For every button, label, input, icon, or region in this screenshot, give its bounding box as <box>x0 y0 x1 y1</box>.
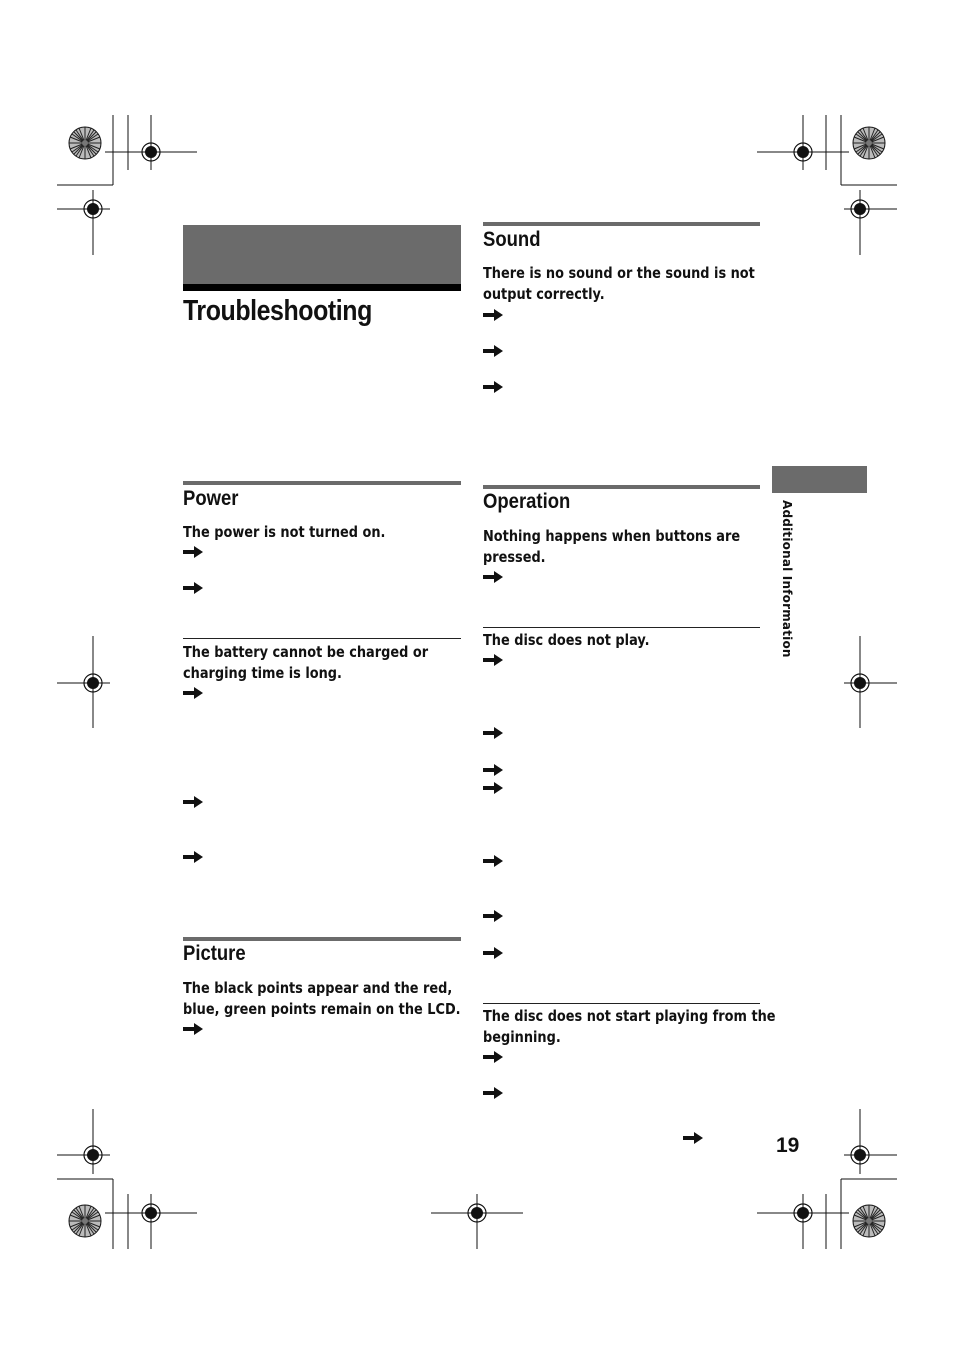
sound-q1-line2: output correctly. <box>483 285 605 303</box>
operation-q3-line2: beginning. <box>483 1028 561 1046</box>
page-title: Troubleshooting <box>183 295 372 327</box>
picture-q1-line1: The black points appear and the red, <box>183 979 453 997</box>
power-heading: Power <box>183 487 239 510</box>
operation-q2: The disc does not play. <box>483 631 650 649</box>
operation-q1-line1: Nothing happens when buttons are <box>483 527 741 545</box>
power-q2-line1: The battery cannot be charged or <box>183 643 429 661</box>
sound-heading: Sound <box>483 228 541 251</box>
picture-q1-line2: blue, green points remain on the LCD. <box>183 1000 461 1018</box>
picture-heading: Picture <box>183 942 246 965</box>
sound-q1-line1: There is no sound or the sound is not <box>483 264 755 282</box>
power-q1: The power is not turned on. <box>183 523 386 541</box>
operation-q1-line2: pressed. <box>483 548 546 566</box>
operation-q3-line1: The disc does not start playing from the <box>483 1007 776 1025</box>
operation-heading: Operation <box>483 490 571 513</box>
page-number: 19 <box>776 1134 800 1157</box>
side-tab-label: Additional Information <box>780 500 794 658</box>
power-q2-line2: charging time is long. <box>183 664 342 682</box>
